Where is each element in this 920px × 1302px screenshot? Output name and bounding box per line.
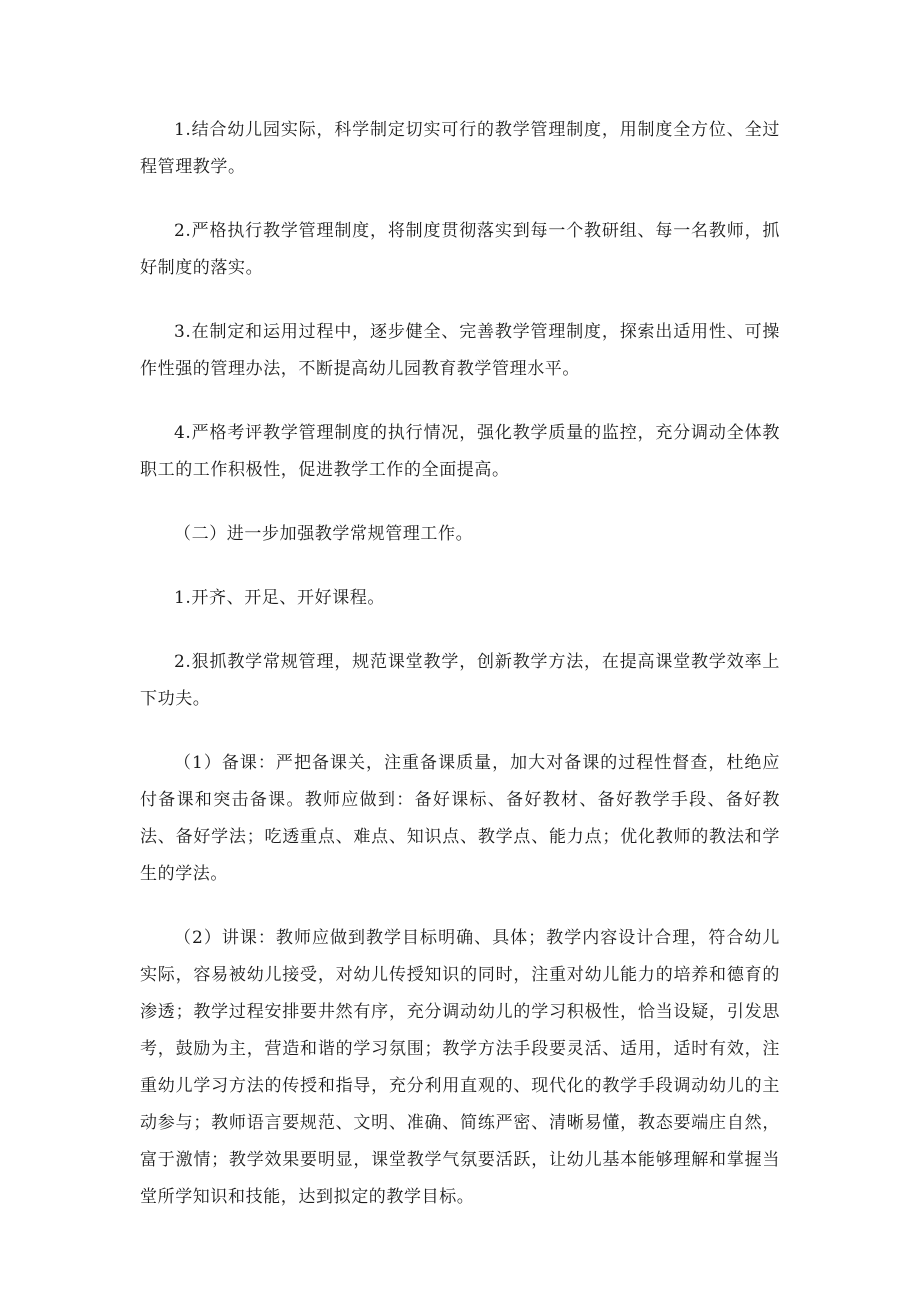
paragraph-4: 4.严格考评教学管理制度的执行情况，强化教学质量的监控，充分调动全体教职工的工作积极性，促进教学工作的全面提高。 xyxy=(140,423,780,480)
document-body xyxy=(140,112,780,1243)
section-heading: （二）进一步加强教学常规管理工作。 xyxy=(174,524,474,544)
paragraph-1: 1.结合幼儿园实际，科学制定切实可行的教学管理制度，用制度全方位、全过程管理教学。 xyxy=(140,120,780,177)
paragraph-lesson-prep: （1）备课：严把备课关，注重备课质量，加大对备课的过程性督查，杜绝应付备课和突击备课。教师应做到：备好课标、备好教材、备好教学手段、备好教法、备好学法；吃透重点、难点、知识点、教学点、能力点；优化教师的教法和学生的学法。 xyxy=(140,753,780,884)
paragraph-3: 3.在制定和运用过程中，逐步健全、完善教学管理制度，探索出适用性、可操作性强的管理办法，不断提高幼儿园教育教学管理水平。 xyxy=(140,322,780,379)
paragraph-5: 1.开齐、开足、开好课程。 xyxy=(174,588,386,608)
paragraph-2: 2.严格执行教学管理制度，将制度贯彻落实到每一个教研组、每一名教师，抓好制度的落实。 xyxy=(140,221,780,278)
paragraph-lecturing: （2）讲课：教师应做到教学目标明确、具体；教学内容设计合理，符合幼儿实际，容易被幼儿接受，对幼儿传授知识的同时，注重对幼儿能力的培养和德育的渗透；教学过程安排要井然有序，充分调动幼儿的学习积极性，恰当设疑，引发思考，鼓励为主，营造和谐的学习氛围；教学方法手段要灵活、适用，适时有效，注重幼儿学习方法的传授和指导，充分利用直观的、现代化的教学手段调动幼儿的主动参与；教师语言要规范、文明、准确、简练严密、清晰易懂，教态要端庄自然，富于激情；教学效果要明显，课堂教学气氛要活跃，让幼儿基本能够理解和掌握当堂所学知识和技能，达到拟定的教学目标。 xyxy=(140,928,780,1207)
paragraph-6: 2.狠抓教学常规管理，规范课堂教学，创新教学方法，在提高课堂教学效率上下功夫。 xyxy=(140,652,780,709)
